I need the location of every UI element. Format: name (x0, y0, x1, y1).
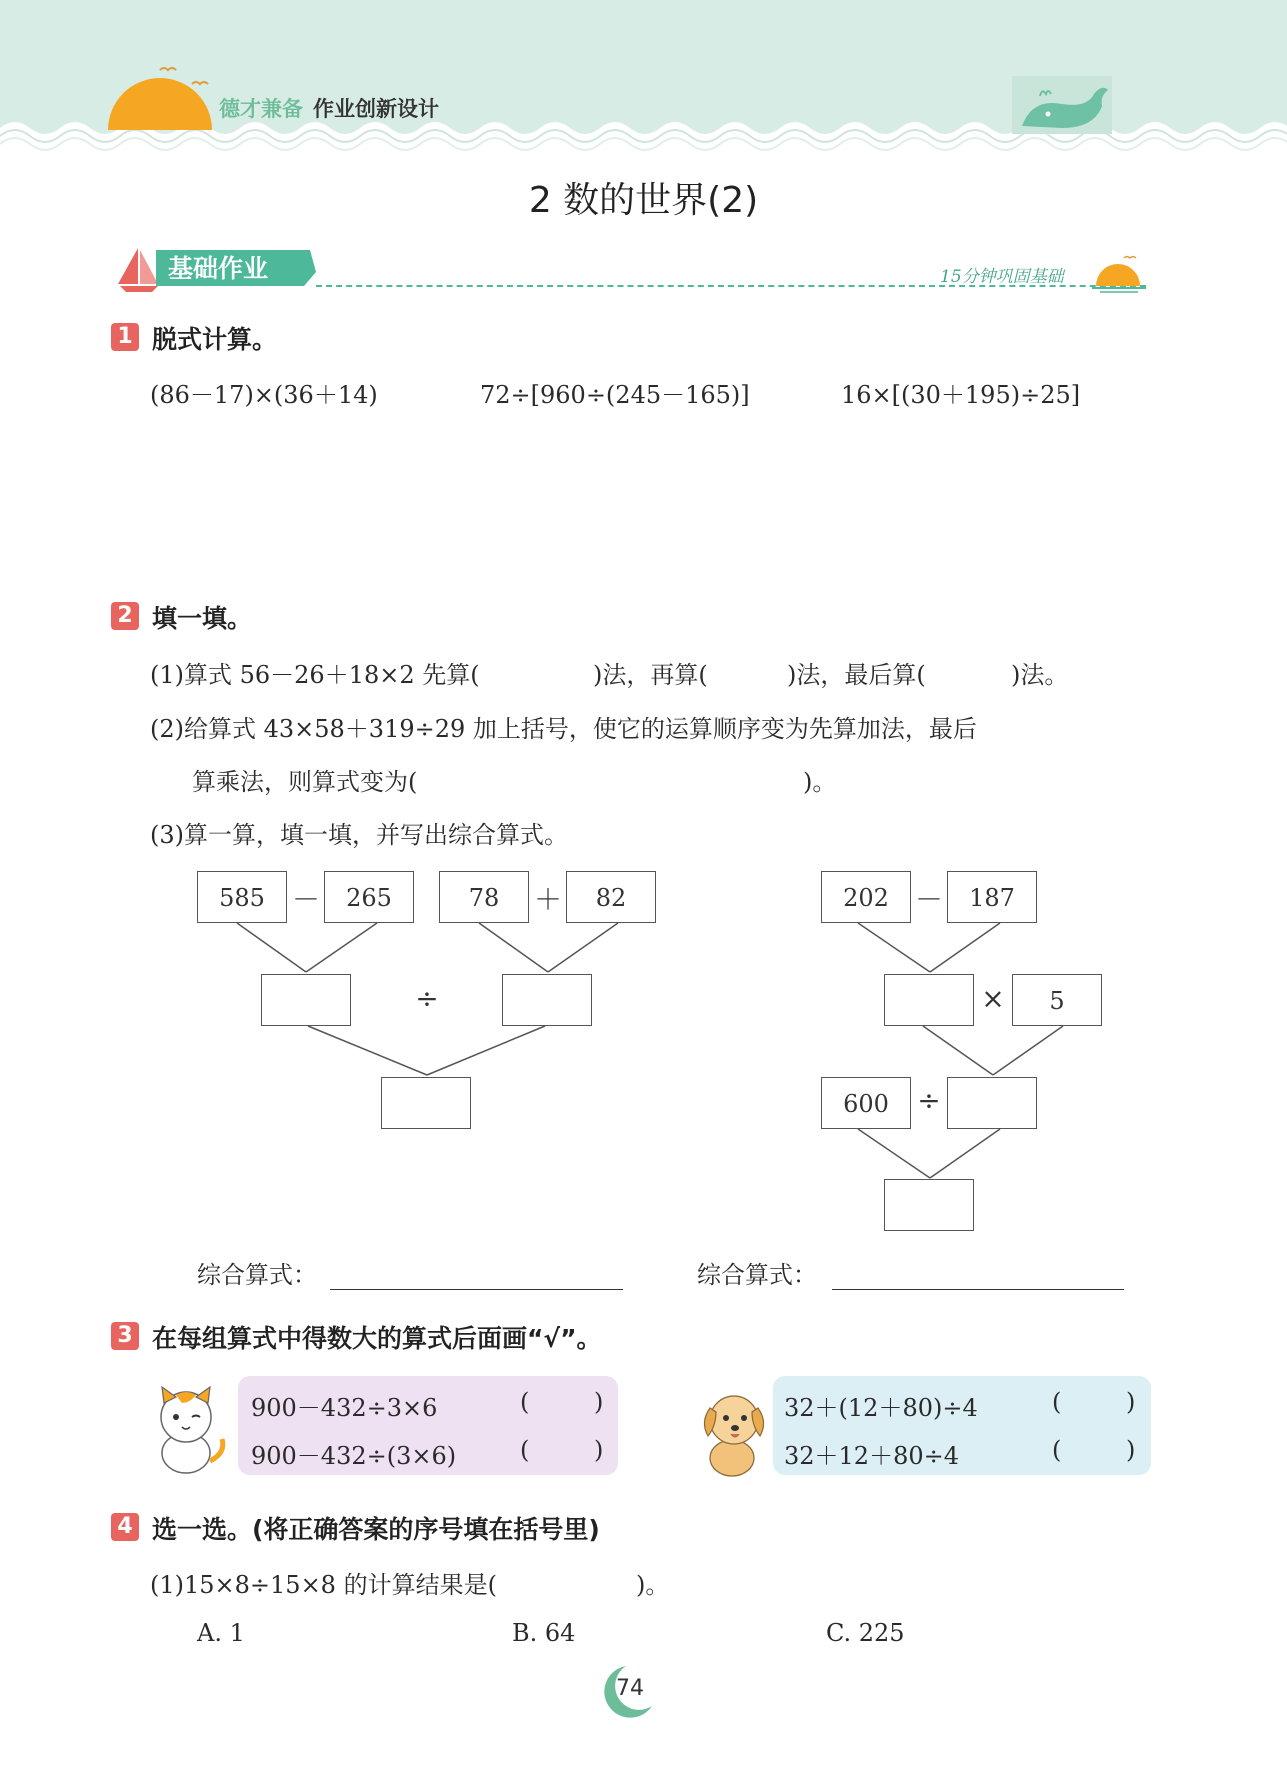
q3-right-paren-close-1: ) (1126, 1388, 1136, 1416)
tree-left-box-265: 265 (324, 871, 414, 923)
q2-part2-line2-b: )。 (803, 768, 837, 796)
tree-right-box-5: 5 (1012, 974, 1102, 1026)
brand-name-green: 德才兼备 (219, 97, 303, 121)
q4-option-b[interactable]: B. 64 (512, 1619, 576, 1647)
tree-left-answer-box-final[interactable] (381, 1077, 471, 1129)
tree-left-box-78: 78 (439, 871, 529, 923)
q2-part2-line2-a: 算乘法，则算式变为( (192, 768, 418, 796)
section-label: 基础作业 (168, 254, 269, 283)
cat-illustration-icon (146, 1383, 232, 1475)
combo-label-left: 综合算式： (197, 1261, 317, 1289)
q3-right-expression-1: 32＋(12＋80)÷4 (784, 1394, 978, 1422)
tree-left-plus: ＋ (533, 883, 562, 916)
q1-expression-3: 16×[(30＋195)÷25] (841, 381, 1081, 409)
q3-left-paren-close-2: ) (594, 1436, 604, 1464)
q3-left-expression-1: 900－432÷3×6 (251, 1394, 438, 1422)
q3-left-paren-close-1: ) (594, 1388, 604, 1416)
section-time-note: 15分钟巩固基础 (940, 267, 1064, 287)
tree-left-answer-box-2[interactable] (502, 974, 592, 1026)
q2-part2-line1: (2)给算式 43×58＋319÷29 加上括号，使它的运算顺序变为先算加法，最后 (150, 715, 977, 743)
tree-left-divide: ÷ (415, 982, 439, 1015)
q4-part1-a: (1)15×8÷15×8 的计算结果是( (150, 1571, 497, 1599)
question-3-number: 3 (111, 1322, 139, 1350)
q3-left-expression-2: 900－432÷(3×6) (251, 1442, 457, 1470)
brand-name-dark: 作业创新设计 (313, 97, 439, 121)
tree-right-box-600: 600 (821, 1077, 911, 1129)
q3-left-paren-open-1: ( (520, 1388, 530, 1416)
question-2-number: 2 (111, 602, 139, 630)
question-3-title: 在每组算式中得数大的算式后面画“√”。 (152, 1324, 602, 1353)
question-4-title: 选一选。(将正确答案的序号填在括号里) (152, 1515, 600, 1544)
question-1-number: 1 (111, 323, 139, 351)
page-title: 2 数的世界(2) (528, 180, 759, 221)
q3-right-paren-open-1: ( (1052, 1388, 1062, 1416)
q3-right-paren-close-2: ) (1126, 1436, 1136, 1464)
q2-part3-instruction: (3)算一算，填一填，并写出综合算式。 (150, 821, 568, 849)
tree-right-box-202: 202 (821, 871, 911, 923)
q3-right-expression-2: 32＋12＋80÷4 (784, 1442, 959, 1470)
q2-part1-b: )法，再算( (593, 661, 708, 689)
q4-option-a[interactable]: A. 1 (197, 1619, 245, 1647)
q2-part1-c: )法，最后算( (787, 661, 926, 689)
combo-label-right: 综合算式： (697, 1261, 817, 1289)
page-number: 74 (616, 1676, 644, 1701)
puppy-illustration-icon (694, 1386, 774, 1478)
tree-right-minus: － (914, 883, 943, 916)
tree-right-answer-box-2[interactable] (947, 1077, 1037, 1129)
question-2-title: 填一填。 (152, 604, 253, 633)
q3-left-paren-open-2: ( (520, 1436, 530, 1464)
tree-left-minus: － (291, 883, 320, 916)
tree-right-answer-box-final[interactable] (884, 1179, 974, 1231)
tree-right-times: × (981, 982, 1005, 1015)
q2-part1-d: )法。 (1011, 661, 1069, 689)
q2-part1-a: (1)算式 56－26＋18×2 先算( (150, 661, 480, 689)
q1-expression-1: (86－17)×(36＋14) (150, 381, 378, 409)
q1-expression-2: 72÷[960÷(245－165)] (480, 381, 750, 409)
q4-option-c[interactable]: C. 225 (826, 1619, 905, 1647)
tree-right-box-187: 187 (947, 871, 1037, 923)
question-1-title: 脱式计算。 (152, 325, 278, 354)
question-4-number: 4 (111, 1513, 139, 1541)
q4-part1-b: )。 (636, 1571, 670, 1599)
tree-right-divide: ÷ (917, 1084, 941, 1117)
q3-right-paren-open-2: ( (1052, 1436, 1062, 1464)
combo-answer-line-right[interactable] (832, 1259, 1124, 1290)
tree-left-box-585: 585 (197, 871, 287, 923)
tree-left-answer-box-1[interactable] (261, 974, 351, 1026)
combo-answer-line-left[interactable] (330, 1259, 623, 1290)
tree-right-answer-box-1[interactable] (884, 974, 974, 1026)
tree-left-box-82: 82 (566, 871, 656, 923)
